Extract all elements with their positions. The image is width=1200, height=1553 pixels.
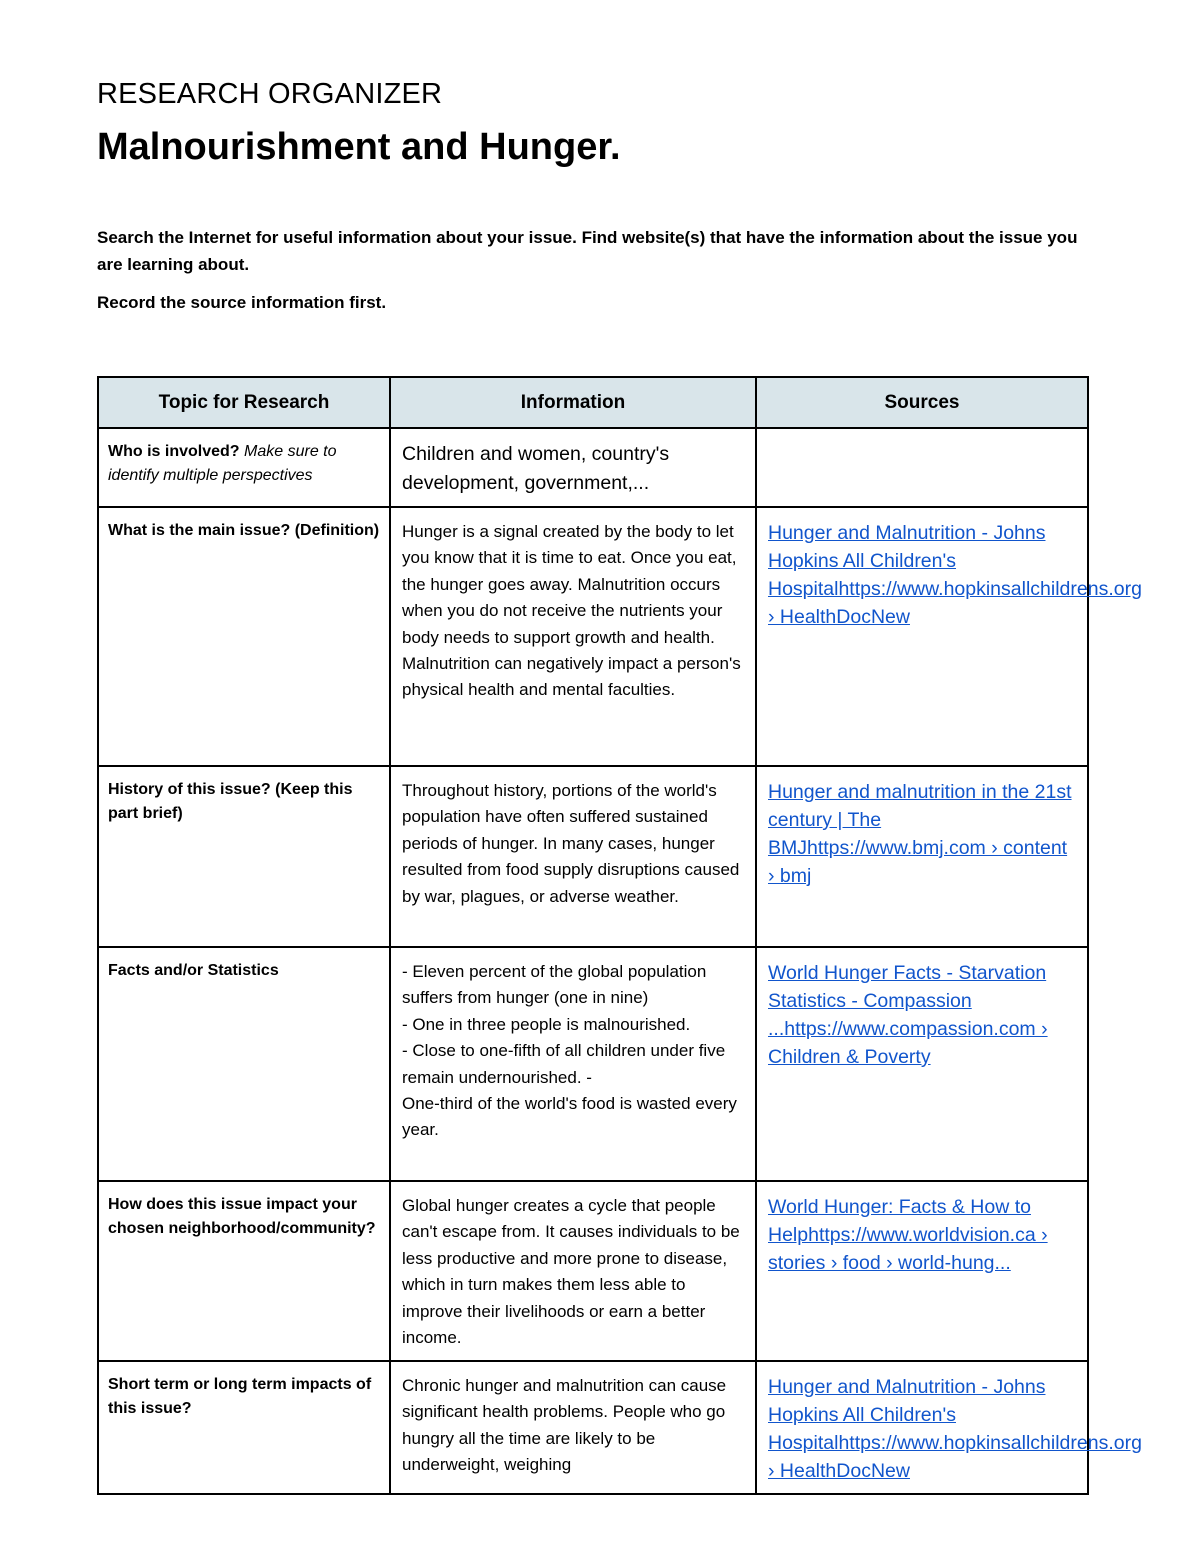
- page-title: Malnourishment and Hunger.: [97, 126, 621, 168]
- research-table: [97, 376, 1142, 1495]
- info-cell: [390, 947, 756, 1181]
- topic-cell: [98, 507, 390, 766]
- info-cell: Children and women, country's development, government,...: [390, 428, 756, 507]
- topic-cell: [98, 766, 390, 947]
- topic-note: Make sure to identify multiple perspectives: [108, 443, 337, 484]
- table-row: [98, 507, 1088, 766]
- document-kicker: RESEARCH ORGANIZER: [97, 78, 443, 110]
- topic-cell: [98, 428, 390, 507]
- instructions: [97, 224, 1087, 316]
- instruction-line-1: Search the Internet for useful information about your issue. Find website(s) that have the information about the issue you are learning about.: [97, 228, 1078, 274]
- column-header-information: Information: [390, 377, 756, 428]
- source-cell: [756, 766, 1088, 947]
- source-cell: [756, 428, 1088, 507]
- source-cell: [756, 947, 1088, 1181]
- topic-cell: [98, 1361, 390, 1494]
- info-cell: Chronic hunger and malnutrition can cause significant health problems. People who go hungry all the time are likely to be underweight, weighing: [390, 1361, 756, 1494]
- topic-text: Facts and/or Statistics: [108, 962, 279, 979]
- fact-item: One-third of the world's food is wasted every year.: [402, 1094, 737, 1140]
- info-cell: Throughout history, portions of the world's population have often suffered sustained periods of hunger. In many cases, hunger resulted from food supply disruptions caused by war, plagues, or adverse weather.: [390, 766, 756, 947]
- table-row: [98, 1361, 1088, 1494]
- fact-item: - One in three people is malnourished.: [402, 1014, 691, 1034]
- source-link[interactable]: Hunger and Malnutrition - Johns Hopkins All Children's Hospitalhttps://www.hopkinsallchildrens.org › HealthDocNew: [768, 1376, 1142, 1482]
- info-cell: Global hunger creates a cycle that people can't escape from. It causes individuals to be less productive and more prone to disease, which in turn makes them less able to improve their livelihoods or earn a better income.: [390, 1181, 756, 1361]
- table-row: [98, 947, 1088, 1181]
- fact-item: - Eleven percent of the global population suffers from hunger (one in nine): [402, 962, 707, 1008]
- fact-item: - Close to one-fifth of all children under five remain undernourished. -: [402, 1041, 726, 1087]
- table-header-row: [98, 377, 1088, 428]
- source-cell: [756, 507, 1142, 766]
- source-link[interactable]: Hunger and malnutrition in the 21st century | The BMJhttps://www.bmj.com › content › bmj: [768, 781, 1072, 887]
- table-row: [98, 1181, 1088, 1361]
- source-link[interactable]: World Hunger: Facts & How to Helphttps://www.worldvision.ca › stories › food › world-hung...: [768, 1196, 1048, 1274]
- column-header-sources: Sources: [756, 377, 1088, 428]
- source-cell: [756, 1361, 1142, 1494]
- table-row: [98, 766, 1088, 947]
- topic-text: Short term or long term impacts of this issue?: [108, 1376, 372, 1417]
- source-link[interactable]: World Hunger Facts - Starvation Statistics - Compassion ...https://www.compassion.com › Children & Poverty: [768, 962, 1048, 1068]
- topic-text: What is the main issue? (Definition): [108, 522, 380, 539]
- topic-cell: [98, 947, 390, 1181]
- table-row: [98, 428, 1088, 507]
- instruction-line-2: Record the source information first.: [97, 293, 387, 312]
- topic-text: Who is involved?: [108, 443, 240, 460]
- topic-text: How does this issue impact your chosen neighborhood/community?: [108, 1196, 376, 1237]
- source-link[interactable]: Hunger and Malnutrition - Johns Hopkins All Children's Hospitalhttps://www.hopkinsallchildrens.org › HealthDocNew: [768, 522, 1142, 628]
- topic-cell: [98, 1181, 390, 1361]
- source-cell: [756, 1181, 1088, 1361]
- info-cell: Hunger is a signal created by the body to let you know that it is time to eat. Once you eat, the hunger goes away. Malnutrition occurs when you do not receive the nutrients your body needs to support growth and health. Malnutrition can negatively impact a person's physical health and mental faculties.: [390, 507, 756, 766]
- topic-text: History of this issue? (Keep this part brief): [108, 781, 353, 822]
- column-header-topic: Topic for Research: [98, 377, 390, 428]
